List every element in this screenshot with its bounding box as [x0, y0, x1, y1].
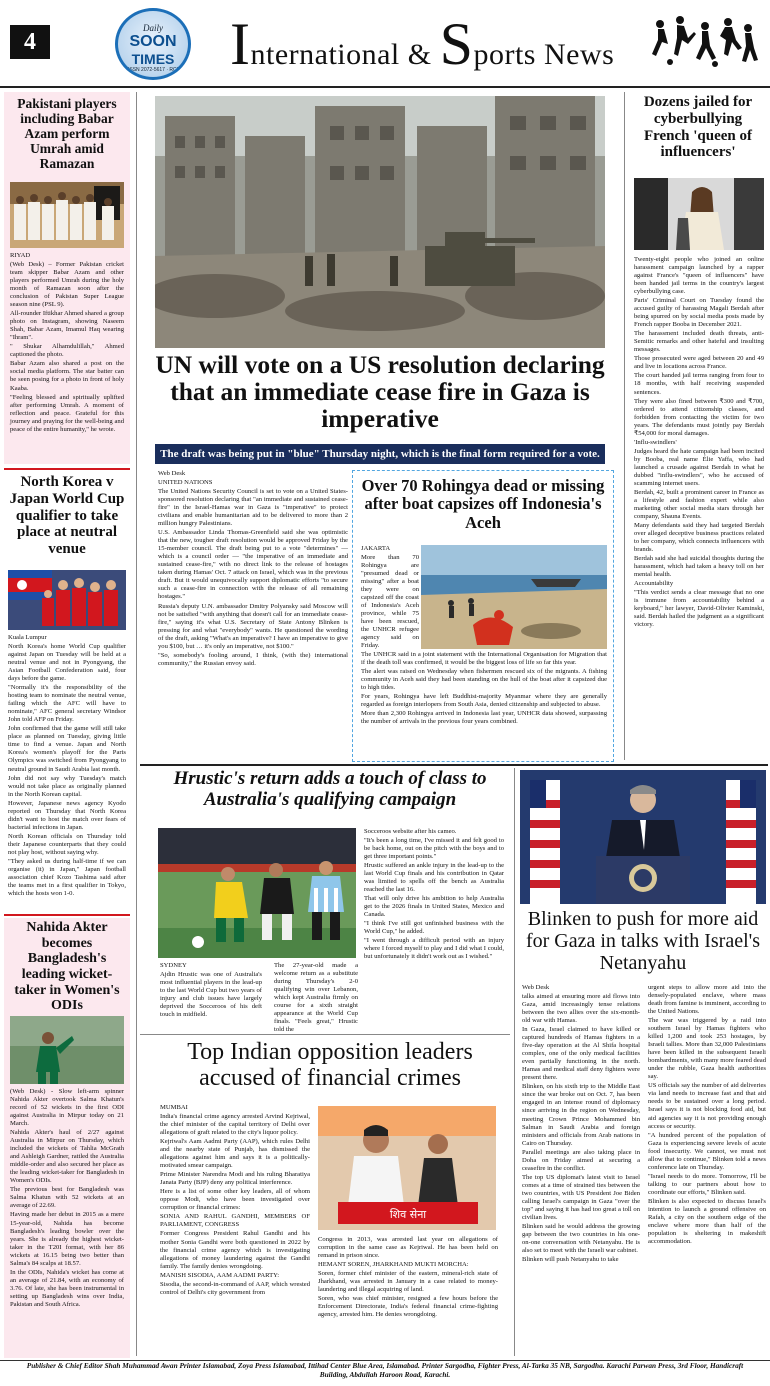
- nahida-para: The previous best for Bangladesh was Salma Khatun with 52 wickets at an average of 22.69.: [10, 1186, 124, 1210]
- blinken-para: Parallel meetings are also taking place in Doha on Friday aimed at securing a ceasefire in the conflict.: [522, 1148, 640, 1172]
- korea-dateline: Kuala Lumpur: [8, 634, 47, 641]
- nahida-body: [10, 1088, 124, 1356]
- blinken-headline: Blinken to push for more aid for Gaza in talks with Israel's Netanyahu: [525, 908, 761, 974]
- korea-para: However, Japanese news agency Kyodo reported on Thursday that North Korea didn't want to host the match over fears of bacterial infections in Japan.: [8, 799, 126, 831]
- india-col2: [318, 1236, 498, 1356]
- logo-line4: ISSN 2072-5617 · RCI: [127, 67, 179, 73]
- korea-team-photo: [8, 570, 126, 630]
- rohingya-para: More than 2,300 Rohingya arrived in Indonesia last year, UNHCR data showed, surpassing the number of arrivals in the previous four years combined.: [361, 710, 607, 726]
- rohingya-para: The UNHCR said in a joint statement with the International Organisation for Migration that if the death toll was confirmed, it would be the biggest loss of life so far this year.: [361, 651, 607, 667]
- france-para: Paris' Criminal Court on Tuesday found the accused guilty of harassing Magali Berdah after being spurred on by social media posts made by French rapper Booba in December 2021.: [634, 297, 764, 329]
- france-para: "This verdict sends a clear message that no one is immune from accountability behind a keyboard," her lawyer, David-Olivier Kaminski, said. Berdah hailed the judgment as a significant victory.: [634, 589, 764, 629]
- logo-line1: Daily: [143, 23, 163, 33]
- blinken-para: The top US diplomat's latest visit to Israel comes at a time of strained ties between the two countries, with US President Joe Biden calling Israel's campaign in Gaza "over the top" and saying it has had too great a toll on civilian lives.: [522, 1173, 640, 1221]
- india-para: Here is a list of some other key leaders, all of whom oppose Modi, who have been investigated over corruption or financial crimes:: [160, 1188, 310, 1212]
- hrustic-para: Ajdin Hrustic was one of Australia's most influential players in the lead-up to the last World Cup but two years of injury and club issues have largely deprived the Socceroos of his deft touch in midfield.: [160, 971, 262, 1019]
- hrustic-para: Hrustic suffered an ankle injury in the lead-up to the last World Cup finals and his contribution in Qatar was limited to spells off the bench as Australia reached the last 16.: [364, 862, 504, 894]
- nahida-para: In the ODIs, Nahida's wicket has come at an average of 21.84, with an economy of 3.76. Of late, she has been instrumental in setting up Bangladesh wins over India, Pakistan and South Africa.: [10, 1268, 124, 1308]
- india-para: Congress in 2013, was arrested last year on allegations of corruption in the same case as Kejriwal. He has been held on remand in prison since.: [318, 1236, 498, 1260]
- hrustic-para: "I think I've still got unfinished business with the World Cup," he added.: [364, 920, 504, 936]
- section-rule: [140, 1034, 510, 1035]
- babar-para: "Feeling blessed and spiritually uplifted after performing Umrah. A moment of reflection and peace. Grateful for this journey and praying for the well-being and peace of the entire humanity," he wrote.: [10, 393, 124, 433]
- france-subhead: Accountability: [634, 580, 674, 588]
- rohingya-story: [352, 470, 614, 762]
- babar-headline: Pakistani players including Babar Azam perform Umrah amid Ramazan: [17, 96, 117, 172]
- india-para: Soren, former chief minister of the eastern, mineral-rich state of Jharkhand, was arrested in January in a case related to money-laundering and illegal acquiring of land.: [318, 1270, 498, 1294]
- rohingya-headline: Over 70 Rohingya dead or missing after boat capsizes off Indonesia's Aceh: [361, 476, 605, 532]
- un-para: The United Nations Security Council is set to vote on a United States-sponsored resolution declaring that "an immediate and sustained cease-fire" in the Israel-Hamas war in Gaza is "imperative" to protect civilians and enable humanitarian aid to be delivered to more than 2 million hungry Palestinians.: [158, 488, 348, 528]
- logo-line2: SOON: [129, 33, 177, 50]
- nahida-para: Nahida Akter's haul of 2/27 against Australia in Mirpur on Thursday, which included the wickets of Tahlia McGrath and Ashleigh Gardner, rattled the Australia middle-order and also secured her place as the leading wicket-taker for Bangladesh in Women's ODIs.: [10, 1129, 124, 1185]
- hrustic-col2: [274, 962, 358, 1042]
- column-rule: [136, 92, 137, 1356]
- blinken-para: Blinken, on his sixth trip to the Middle East since the war broke out on Oct. 7, has been engaged in an intense round of diplomacy since arriving in the region on Wednesday, meeting Crown Prince Mohammed bin Salman in Saudi Arabia and foreign ministers and officials from Arab nations in Cairo on Thursday.: [522, 1083, 640, 1147]
- nahida-headline: Nahida Akter becomes Bangladesh's leading wicket-taker in Women's ODIs: [14, 920, 120, 1014]
- babar-story: [4, 92, 130, 464]
- india-para: Former Congress President Rahul Gandhi and his mother Sonia Gandhi were both questioned in 2022 by the financial crime agency which is investigating allegations of money laundering against the Gandhi family. The family denies wrongdoing.: [160, 1230, 310, 1270]
- column-rule: [624, 92, 625, 760]
- rohingya-dateline: JAKARTA: [361, 545, 391, 552]
- un-para: U.S. Ambassador Linda Thomas-Greenfield said she was optimistic that the new, tougher draft resolution would be approved Friday by the 15-member council. The draft being put to a vote "determines" — which is a council order — "the imperative of an immediate and sustained cease-fire," with no direct link to the release of hostages taken during Hamas' Oct. 7 attack on Israel, which was in the previous draft. But it would unequivocally support diplomatic efforts "to secure such a cease-fire in connection with the release of all remaining hostages.": [158, 529, 348, 601]
- france-para: Many defendants said they had targeted Berdah over alleged deceptive business practices related to her company, which connects influencers with brands.: [634, 522, 764, 554]
- un-para: "So, somebody's fooling around, I think, (with the) international community," the Russian envoy said.: [158, 651, 348, 667]
- column-rule: [514, 768, 515, 1356]
- babar-para: Babar Azam also shared a post on the social media platform. The star batter can be seen posing for a photo in front of holy Kaaba.: [10, 360, 124, 392]
- sports-silhouettes-icon: [650, 12, 760, 74]
- hrustic-headline: Hrustic's return adds a touch of class to Australia's qualifying campaign: [173, 768, 487, 811]
- india-subhead: HEMANT SOREN, JHARKHAND MUKTI MORCHA:: [318, 1261, 469, 1269]
- section-title-cap2: S: [439, 11, 474, 77]
- hrustic-col3: [364, 828, 504, 1042]
- blinken-para: Blinken said he would address the growing gap between the two countries in his one-on-one conversation with Netanyahu. He is also set to meet with the Israeli war cabinet.: [522, 1222, 640, 1254]
- rohingya-beach-photo: [421, 545, 607, 649]
- football-match-photo: [158, 828, 356, 958]
- blinken-para: "A hundred percent of the population of Gaza is experiencing severe levels of acute food insecurity. We cannot, we must not allow that to continue," Blinken told a news conference late on Thursday.: [648, 1131, 766, 1171]
- babar-para: " Shukar Alhamdulillah," Ahmed captioned the photo.: [10, 343, 124, 359]
- india-subhead: MANISH SISODIA, AAM AADMI PARTY:: [160, 1271, 280, 1279]
- section-rule: [140, 764, 768, 766]
- nahida-photo: [10, 1016, 124, 1084]
- page-number: 4: [10, 25, 50, 59]
- france-headline: Dozens jailed for cyberbullying French 'queen of influencers': [643, 94, 753, 161]
- blinken-para: In Gaza, Israel claimed to have killed or captured hundreds of Hamas fighters in a five-day operation at the Al Shifa hospital complex, one of the only medical facilities even partially functioning in the north. Hamas and medical staff deny fighters were present there.: [522, 1026, 640, 1082]
- un-headline: UN will vote on a US resolution declaring that an immediate cease fire in Gaza is imperative: [155, 352, 605, 433]
- blinken-para: The war was triggered by a raid into southern Israel by Hamas fighters who killed 1,200 and took 253 hostages, by Israeli tallies. More than 32,000 Palestinians have been killed in the subsequent Israeli bombardments, with many more feared dead under the rubble, Gaza health authorities say.: [648, 1017, 766, 1081]
- hrustic-para: "It's been a long time, I've missed it and felt good to be back home, out on the pitch with the boys and to get three important points.": [364, 837, 504, 861]
- blinken-para: talks aimed at ensuring more aid flows into Gaza, amid increasingly tense relations between the two allies over the six-month-old war with Hamas.: [522, 993, 640, 1025]
- france-para: Twenty-eight people who joined an online harassment campaign launched by a rapper against France's "queen of influencers" have been handed jail terms in the country's largest cyberbullying case.: [634, 256, 764, 296]
- blinken-para: US officials say the number of aid deliveries via land needs to increase fast and that aid needs to be sustained over a long period. Israel says it is not blocking food aid, but aid agencies say it is not providing enough access or security.: [648, 1082, 766, 1130]
- france-para: Those prosecuted were aged between 20 and 49 and live in locations across France.: [634, 355, 764, 371]
- hrustic-col1: [160, 962, 262, 1042]
- india-subhead: SONIA AND RAHUL GANDHI, MEMBERS OF PARLIAMENT, CONGRESS: [160, 1213, 310, 1229]
- blinken-para: urgent steps to allow more aid into the densely-populated enclave, where mass death from famine is imminent, according to the United Nations.: [648, 984, 766, 1016]
- india-para: Sisodia, the second-in-command of AAP, which wrested control of Delhi's city government from: [160, 1280, 310, 1296]
- babar-para: All-rounder Iftikhar Ahmed shared a group photo on Instagram, showing Naseem Shah, Babar Azam, Imamul Haq wearing "Ihram".: [10, 310, 124, 342]
- korea-body: [8, 634, 126, 912]
- blinken-col1: [522, 984, 640, 1356]
- korea-para: "Normally it's the responsibility of the hosting team to nominate the neutral venue, failing which the AFC will have to nominate," AFC general secretary Windsor John told AFP on Friday.: [8, 684, 126, 724]
- france-para: The harassment included death threats, anti-Semitic remarks and other hateful and insulting messages.: [634, 330, 764, 354]
- france-body: [634, 256, 764, 760]
- section-title: [230, 10, 640, 80]
- newspaper-logo: [115, 8, 191, 80]
- blinken-col2: [648, 984, 766, 1356]
- hrustic-para: The 27-year-old made a welcome return as a substitute during Thursday's 2-0 qualifying win over Lebanon, which kept Australia firmly on course for a sixth straight appearance at the World Cup finals. "Feels great," Hrustic told the: [274, 962, 358, 1034]
- korea-para: North Korean officials on Thursday told their Japanese counterparts that they could not play host, without saying why.: [8, 832, 126, 856]
- divider: [4, 468, 130, 470]
- blinken-para: "Israel needs to do more. Tomorrow, I'll be talking to our partners about how to coordinate our efforts," Blinken said.: [648, 1172, 766, 1196]
- france-para: The court handed jail terms ranging from four to 18 months, with half receiving suspended sentences.: [634, 372, 764, 396]
- un-body: [158, 470, 348, 762]
- nahida-para: Having made her debut in 2015 as a mere 15-year-old, Nahida has become Bangladesh's leading bowler over the years. She is already the highest wicket-taker in the T20I format, with her 86 wickets at 16.15 being two better than Salma's 84 scalps at 18.57.: [10, 1211, 124, 1267]
- un-subhead: The draft was being put in "blue" Thursday night, which is the final form required for a vote.: [155, 444, 605, 464]
- rohingya-para: The alert was raised on Wednesday when fishermen rescued six of the migrants. A fishing community in Aceh said they had been standing on the hull of the boat after it capsized due to high tides.: [361, 668, 607, 692]
- korea-para: John confirmed that the game will still take place as planned on Tuesday, giving little time to find a venue. Japan and North Korea's women's playoff for the Paris Olympics was switched from Pyongyang to neutral ground in Saudi Arabia last month.: [8, 725, 126, 773]
- un-dateline: UNITED NATIONS: [158, 479, 213, 487]
- india-col1: [160, 1104, 310, 1356]
- rohingya-para: For years, Rohingya have left Buddhist-majority Myanmar where they are generally regarded as foreign interlopers from South Asia, denied citizenship and subjected to abuse.: [361, 693, 607, 709]
- logo-line3: TIMES: [131, 51, 175, 67]
- nahida-para: (Web Desk) - Slow left-arm spinner Nahida Akter overtook Salma Khatun's record of 52 wickets in the first ODI against Australia in Mirpur today on 21 March.: [10, 1088, 124, 1128]
- india-dateline: MUMBAI: [160, 1104, 188, 1111]
- rohingya-lede-text: More than 70 Rohingya are "presumed dead or missing" after a boat they were on capsized off the coast of Indonesia's Aceh province, while 75 have been rescued, the UNHCR refugee agency said on Friday.: [361, 554, 419, 650]
- masthead-rule: [0, 86, 770, 88]
- babar-body: [10, 252, 124, 462]
- france-subhead: 'Influ-swindlers': [634, 438, 677, 446]
- hrustic-dateline: SYDNEY: [160, 962, 187, 969]
- korea-para: "They asked us during half-time if we can organise (it) in Japan," Japan football association chief Kozo Tashima said after the teams met in a first qualifier in Tokyo, which the hosts won 1-0.: [8, 857, 126, 897]
- blinken-para: Blinken is also expected to discuss Israel's intention to launch a ground offensive on Rafah, a city on the southern edge of the enclave where more than half of the population is sheltering in makeshift accommodation.: [648, 1197, 766, 1245]
- india-headline: Top Indian opposition leaders accused of financial crimes: [187, 1040, 473, 1091]
- india-para: Kejriwal's Aam Aadmi Party (AAP), which rules Delhi and the nearby state of Punjab, has dismissed the allegations against him and says it is a politically-motivated smear campaign.: [160, 1138, 310, 1170]
- babar-dateline: RIYAD: [10, 252, 31, 259]
- umrah-photo: [10, 182, 124, 248]
- korea-para: John did not say why Tuesday's match would not take place as originally planned in the North Korean capital.: [8, 774, 126, 798]
- france-para: Judges heard the hate campaign had been incited by Booba, real name Élie Yaffa, who had launched a crusade against Berdah in what he dubbed "influ-swindlers", who he accused of scamming internet users.: [634, 447, 764, 487]
- hrustic-para: That will only drive his ambition to help Australia get to the 2026 finals in United States, Mexico and Canada.: [364, 895, 504, 919]
- gaza-ruins-photo: [155, 96, 605, 348]
- france-para: They were also fined between ₹300 and ₹700, ordered to attend citizenship classes, and forbidden from contacting the victim for two years. The defendants must jointly pay Berdah ₹54,000 for moral damages.: [634, 397, 764, 437]
- rohingya-body: [361, 651, 607, 759]
- section-title-cap1: I: [230, 11, 251, 77]
- nahida-story: [4, 918, 130, 1358]
- korea-para: North Korea's home World Cup qualifier against Japan on Tuesday will be held at a neutral venue and not in Pyongyang, the Asian Football Confederation said, four days before the game.: [8, 643, 126, 683]
- un-para: Russia's deputy U.N. ambassador Dmitry Polyansky said Moscow will not be satisfied "with anything that doesn't call for an immediate cease-fire," saying it's what U.S. Secretary of State Antony Blinken is pressing for and what "everybody" wants. He questioned the wording of the draft, asking "What's an imperative? I have an imperative to give you $100, but … it's only an imperative, not $100.": [158, 602, 348, 650]
- kejriwal-photo: [318, 1106, 496, 1230]
- blinken-byline: Web Desk: [522, 984, 550, 991]
- rohingya-lede: [361, 545, 419, 650]
- india-para: India's financial crime agency arrested Arvind Kejriwal, the chief minister of the capital territory of Delhi over allegations of graft related to the city's liquor policy.: [160, 1113, 310, 1137]
- babar-para: (Web Desk) – Former Pakistan cricket team skipper Babar Azam and other players performed Umrah during the holy month of Ramazan soon after the conclusion of Pakistan Super League season nine (PSL 9).: [10, 261, 124, 309]
- india-para: Soren, who was chief minister, resigned a few hours before the Enforcement Directorate, India's federal financial crime-fighting agency, arrested him. He denies wrongdoing.: [318, 1295, 498, 1319]
- divider: [4, 914, 130, 916]
- blinken-para: Blinken will push Netanyahu to take: [522, 1256, 619, 1264]
- hrustic-para: "I went through a difficult period with an injury where I forced myself to play and I did what I could, but unfortunately it didn't work out as I wished.": [364, 937, 504, 961]
- photo-banner-text: शिव सेना: [389, 1208, 427, 1221]
- berdah-photo: [634, 178, 764, 250]
- india-para: Prime Minister Narendra Modi and his ruling Bharatiya Janata Party (BJP) deny any political interference.: [160, 1171, 310, 1187]
- hrustic-para: Socceroos website after his cameo.: [364, 828, 457, 835]
- france-para: Berdah said she had suicidal thoughts during the harassment, which had taken a heavy toll on her mental health.: [634, 555, 764, 579]
- section-title-part2: ports News: [473, 38, 615, 71]
- korea-headline: North Korea v Japan World Cup qualifier to take place at neutral venue: [9, 474, 125, 558]
- blinken-photo: [520, 770, 766, 904]
- publisher-imprint: Publisher & Chief Editor Shah Muhammad Awan Printer Islamabad, Zoya Press Islamabad, Ittihad Center Blue Area, Islamabad. Printer Sargodha, Fighter Press, Al-Tarka 35 NB, Sargodha. Karachi Parwan Press, 3rd Floor, Handicraft Building, Abdullah Haroon Road, Karachi.: [26, 1361, 744, 1380]
- france-para: Berdah, 42, built a prominent career in France as a lifestyle and fashion expert while also marketing other social media stars through her company, Shauna Events.: [634, 488, 764, 520]
- un-byline: Web Desk: [158, 470, 186, 477]
- section-title-part1: nternational &: [250, 38, 440, 71]
